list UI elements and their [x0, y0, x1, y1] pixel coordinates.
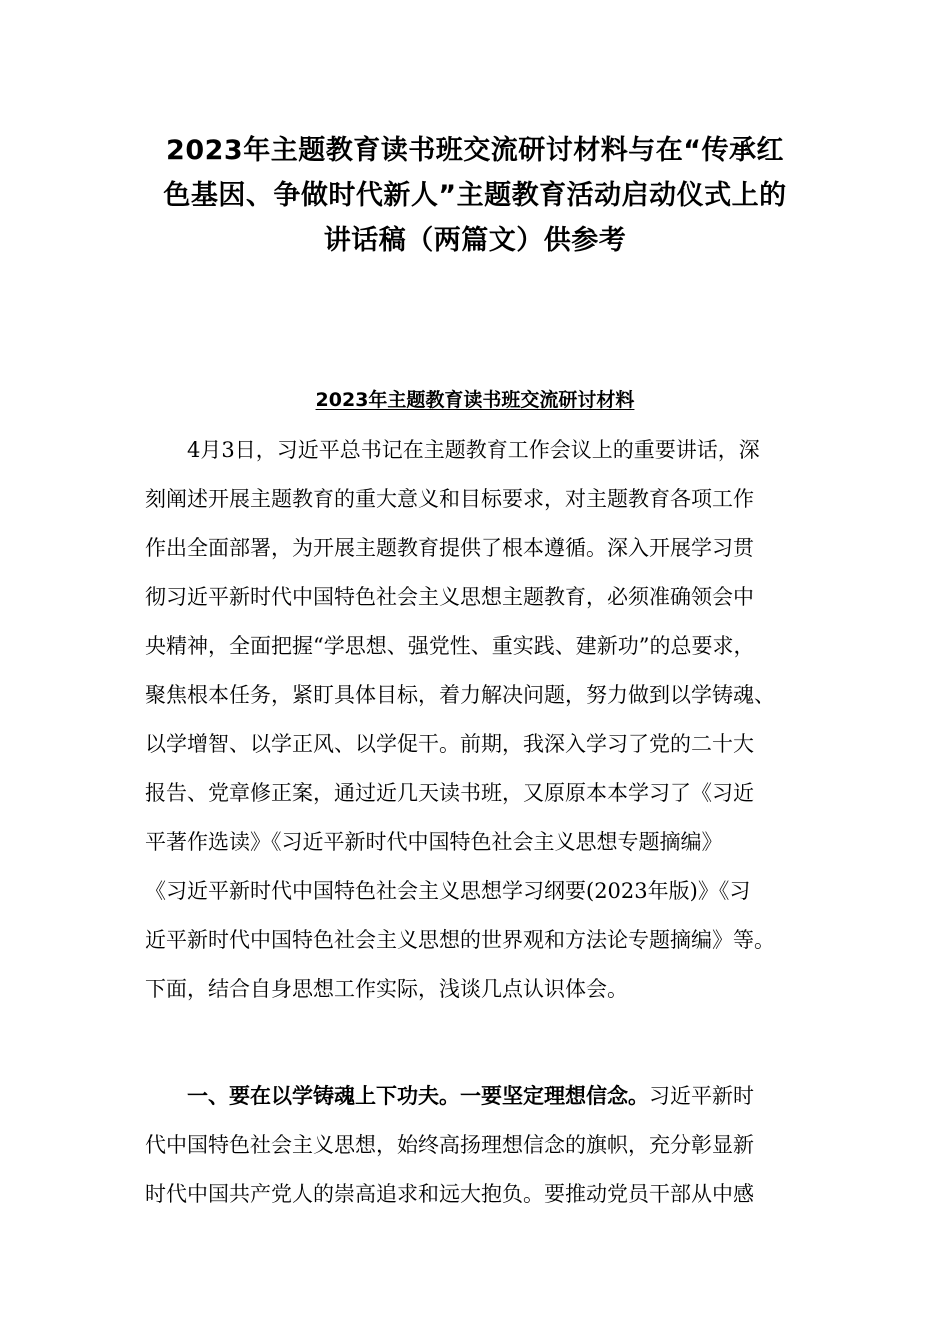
paragraph-text: 习近平新时 — [649, 1084, 754, 1108]
section-title-text: 2023年主题教育读书班交流研讨材料 — [315, 389, 635, 411]
title-line: 2023年主题教育读书班交流研讨材料与在“传承红 — [166, 135, 784, 166]
paragraph-line: 作出全面部署，为开展主题教育提供了根本遵循。深入开展学习贯 — [145, 536, 754, 560]
document-title — [130, 128, 820, 263]
paragraph-line: 报告、党章修正案，通过近几天读书班，又原原本本学习了《习近 — [145, 781, 754, 805]
paragraph-line: 以学增智、以学正风、以学促干。前期，我深入学习了党的二十大 — [145, 732, 754, 756]
title-line: 色基因、争做时代新人”主题教育活动启动仪式上的 — [163, 180, 787, 211]
paragraph-line — [145, 1072, 825, 1121]
paragraph-line: 时代中国共产党人的崇高追求和远大抱负。要推动党员干部从中感 — [145, 1182, 754, 1206]
paragraph-line: 聚焦根本任务，紧盯具体目标，着力解决问题，努力做到以学铸魂、 — [145, 683, 775, 707]
paragraph-line: 近平新时代中国特色社会主义思想的世界观和方法论专题摘编》等。 — [145, 928, 775, 952]
paragraph-line: 平著作选读》《习近平新时代中国特色社会主义思想专题摘编》 — [145, 830, 723, 854]
paragraph-section-one — [145, 1072, 825, 1219]
section-heading-bold: 一、要在以学铸魂上下功夫。一要坚定理想信念。 — [145, 1084, 649, 1108]
section-title — [0, 386, 950, 414]
paragraph-line: 代中国特色社会主义思想，始终高扬理想信念的旗帜，充分彰显新 — [145, 1133, 754, 1157]
paragraph-line: 《习近平新时代中国特色社会主义思想学习纲要(2023年版)》《习 — [145, 879, 751, 903]
paragraph-line: 彻习近平新时代中国特色社会主义思想主题教育，必须准确领会中 — [145, 585, 754, 609]
paragraph-line: 下面，结合自身思想工作实际，浅谈几点认识体会。 — [145, 977, 628, 1001]
paragraph-line: 4月3日，习近平总书记在主题教育工作会议上的重要讲话，深 — [145, 438, 760, 462]
paragraph-line: 刻阐述开展主题教育的重大意义和目标要求，对主题教育各项工作 — [145, 487, 754, 511]
paragraph-intro — [145, 426, 825, 1014]
paragraph-line: 央精神，全面把握“学思想、强党性、重实践、建新功”的总要求， — [145, 634, 755, 658]
title-line: 讲话稿（两篇文）供参考 — [323, 225, 627, 256]
